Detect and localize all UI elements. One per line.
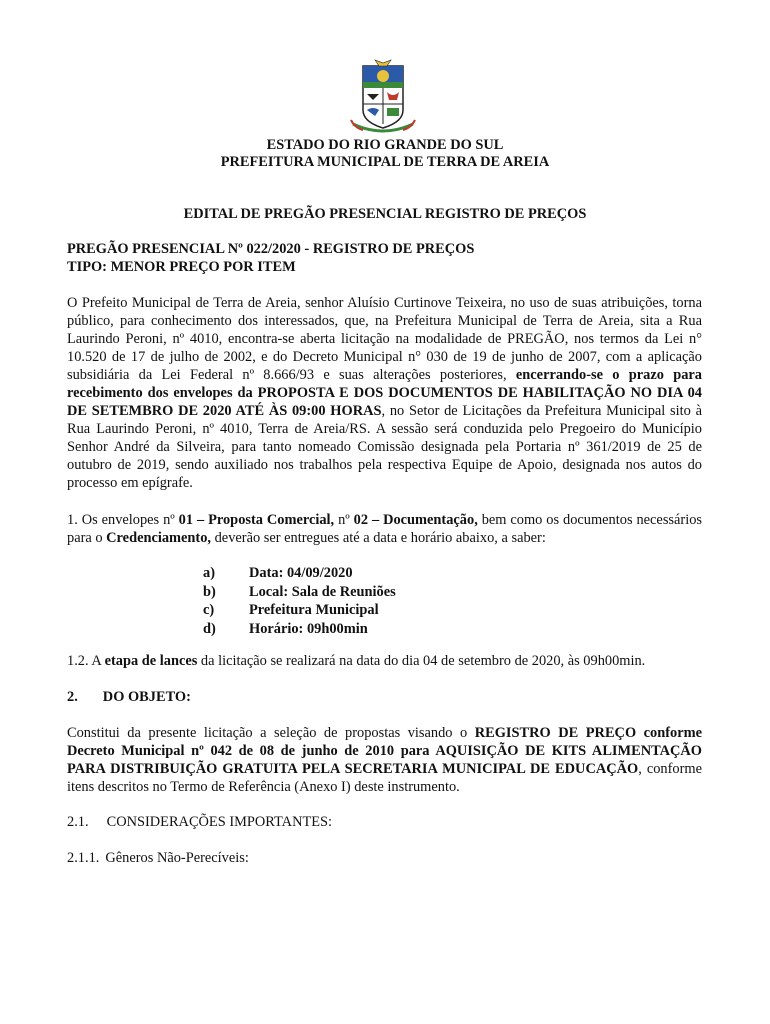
subsection-title: CONSIDERAÇÕES IMPORTANTES: — [106, 814, 333, 830]
item-1-2-text: 1.2. A — [67, 653, 105, 669]
subsection-2-1-heading — [67, 814, 332, 831]
schedule-letter: d) — [203, 620, 216, 637]
item-1-text: nº — [334, 512, 354, 528]
intro-paragraph — [67, 294, 702, 492]
item-1-text: deverão ser entregues até a data e horário abaixo, a saber: — [211, 530, 546, 546]
municipal-coat-of-arms — [345, 58, 421, 136]
item-1-2-bold: etapa de lances — [104, 653, 198, 669]
objeto-paragraph — [67, 724, 702, 796]
prefecture-header: PREFEITURA MUNICIPAL DE TERRA DE AREIA — [220, 154, 550, 170]
pregao-number: PREGÃO PRESENCIAL Nº 022/2020 - REGISTRO DE PREÇOS — [67, 241, 475, 257]
item-1-text: bem como os documentos necessários para o — [67, 512, 702, 546]
schedule-item — [203, 601, 396, 620]
subsection-number: 2.1. — [67, 814, 89, 830]
state-header: ESTADO DO RIO GRANDE DO SUL — [266, 137, 504, 153]
pregao-type: TIPO: MENOR PREÇO POR ITEM — [67, 259, 296, 275]
schedule-text: Data: 04/09/2020 — [249, 565, 353, 581]
objeto-text: Constitui da presente licitação a seleção de propostas visando o — [67, 725, 475, 741]
schedule-letter: c) — [203, 602, 215, 618]
schedule-text: Local: Sala de Reuniões — [249, 583, 396, 600]
schedule-item — [203, 583, 396, 602]
schedule-item — [203, 620, 396, 639]
schedule-list — [203, 564, 396, 638]
schedule-text: Prefeitura Municipal — [249, 602, 379, 618]
item-1-credenciamento: Credenciamento, — [106, 530, 212, 546]
intro-text-1: O Prefeito Municipal de Terra de Areia, senhor Aluísio Curtinove Teixeira, no uso de suas atribuições, torna público, para conhecimento dos interessados, que, na Prefeitura Municipal de Terra de Areia, sita a Rua Laurindo Peroni, nº 4010, encontra-se aberta licitação na modalidade de PREGÃO, nos termos da Lei n° 10.520 de 17 de julho de 2002, e do Decreto Municipal n° 030 de 19 de junho de 2007, com a aplicação subsidiária da Lei Federal nº 8.666/93 e suas alterações posteriores, — [67, 295, 702, 383]
item-1-envelope-02: 02 – Documentação, — [353, 512, 478, 528]
subsection-title: Gêneros Não-Perecíveis: — [105, 850, 249, 866]
schedule-letter: b) — [203, 583, 216, 600]
item-1-paragraph — [67, 511, 702, 547]
schedule-text: Horário: 09h00min — [249, 620, 368, 637]
edital-title: EDITAL DE PREGÃO PRESENCIAL REGISTRO DE PREÇOS — [183, 206, 587, 222]
objeto-bold: REGISTRO DE PREÇO conforme Decreto Municipal nº 042 de 08 de junho de 2010 para AQUISIÇÃO DE KITS ALIMENTAÇÃO PARA DISTRIBUIÇÃO GRATUITA PELA SECRETARIA MUNICIPAL DE EDUCAÇÃO — [67, 725, 702, 777]
subsection-number: 2.1.1. — [67, 850, 100, 866]
item-1-envelope-01: 01 – Proposta Comercial, — [178, 512, 335, 528]
section-number: 2. — [67, 689, 78, 705]
item-1-2-paragraph — [67, 653, 645, 670]
intro-text-2: , no Setor de Licitações da Prefeitura Municipal sito à Rua Laurindo Peroni, nº 4010, Terra de Areia/RS. A sessão será conduzida pelo Pregoeiro do Município Senhor André da Silveira, para tanto nomeado Comissão designada pela Portaria nº 361/2019 de 25 de outubro de 2019, sendo auxiliado nos trabalhos pela respectiva Equipe de Apoio, designada nos autos do processo em epígrafe. — [67, 403, 702, 491]
section-title: DO OBJETO: — [102, 689, 191, 705]
schedule-letter: a) — [203, 565, 215, 581]
objeto-text: , conforme itens descritos no Termo de Referência (Anexo I) deste instrumento. — [67, 761, 702, 795]
subsection-2-1-1-heading — [67, 850, 249, 867]
section-2-heading — [67, 689, 191, 706]
item-1-2-text: da licitação se realizará na data do dia 04 de setembro de 2020, às 09h00min. — [197, 653, 646, 669]
schedule-item — [203, 564, 396, 583]
item-1-text: 1. Os envelopes nº — [67, 512, 179, 528]
intro-deadline: encerrando-se o prazo para recebimento dos envelopes da PROPOSTA E DOS DOCUMENTOS DE HABILITAÇÃO NO DIA 04 DE SETEMBRO DE 2020 ATÉ ÀS 09:00 HORAS — [67, 367, 703, 419]
